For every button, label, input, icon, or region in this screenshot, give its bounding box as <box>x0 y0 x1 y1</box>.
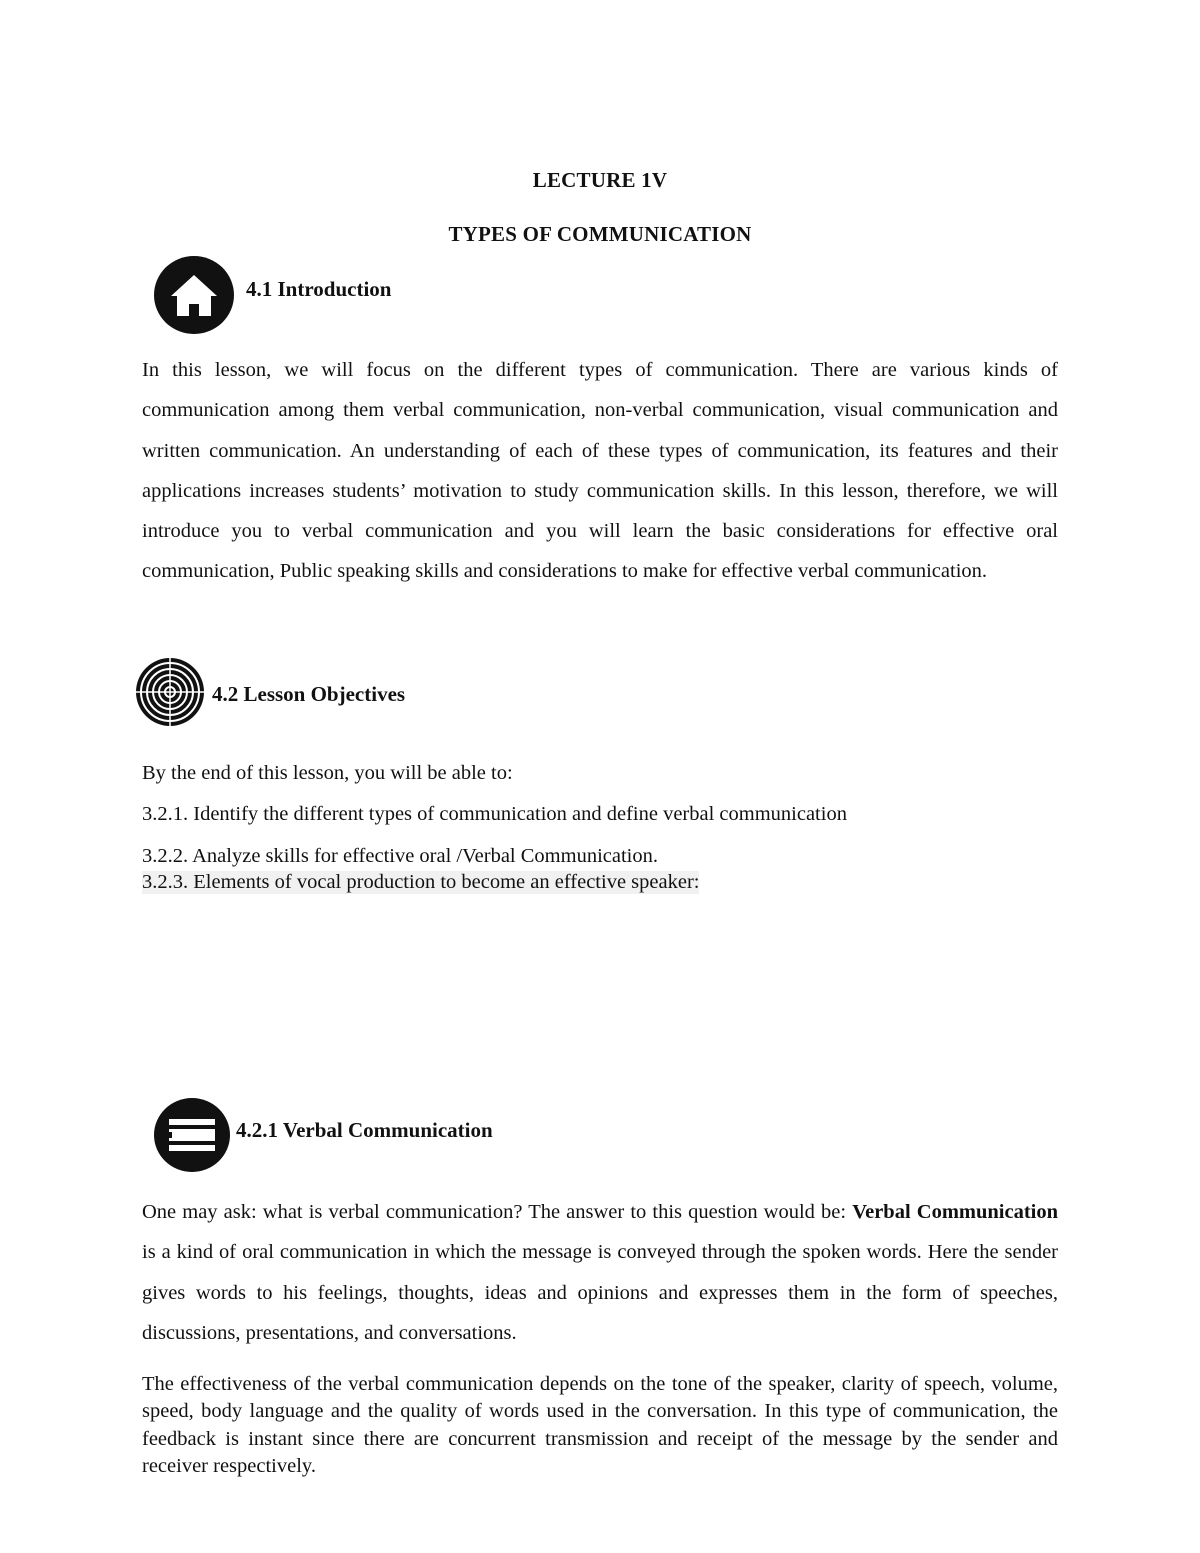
objective-item-3: 3.2.3. Elements of vocal production to become an effective speaker: <box>142 871 700 893</box>
verbal-term: Verbal Communication <box>852 1201 1058 1223</box>
target-icon <box>135 657 205 727</box>
verbal-paragraph-1-end: is a kind of oral communication in which the message is conveyed through the spoken words. Here the sender gives words to his feelings, thoughts, ideas and opinions and expresses them in the form of speeches, discussions, presentations, and conversations. <box>142 1241 1058 1344</box>
introduction-paragraph: In this lesson, we will focus on the different types of communication. There are various kinds of communication among them verbal communication, non-verbal communication, visual communication and written communication. An understanding of each of these types of communication, its features and their applications increases students’ motivation to study communication skills. In this lesson, therefore, we will introduce you to verbal communication and you will learn the basic considerations for effective oral communication, Public speaking skills and considerations to make for effective verbal communication. <box>142 359 1058 583</box>
verbal-paragraph-1-start: One may ask: what is verbal communication? The answer to this question would be: <box>142 1201 853 1223</box>
introduction-heading: 4.1 Introduction <box>246 277 392 301</box>
verbal-heading: 4.2.1 Verbal Communication <box>236 1118 493 1142</box>
verbal-paragraph-1 <box>142 1192 1058 1353</box>
verbal-paragraph-2: The effectiveness of the verbal communication depends on the tone of the speaker, clarity of speech, volume, speed, body language and the quality of words used in the conversation. In this type of communication, the feedback is instant since there are concurrent transmission and receipt of the message by the sender and receiver respectively. <box>142 1373 1058 1477</box>
objective-item-1: 3.2.1. Identify the different types of communication and define verbal communication <box>142 803 847 825</box>
objectives-heading: 4.2 Lesson Objectives <box>212 682 406 706</box>
lecture-subtitle: TYPES OF COMMUNICATION <box>448 222 752 246</box>
home-icon <box>153 255 235 335</box>
lecture-title: LECTURE 1V <box>532 168 668 192</box>
text-box-icon <box>153 1097 231 1173</box>
objective-item-2: 3.2.2. Analyze skills for effective oral /Verbal Communication. <box>142 845 658 867</box>
objectives-intro: By the end of this lesson, you will be able to: <box>142 762 513 784</box>
